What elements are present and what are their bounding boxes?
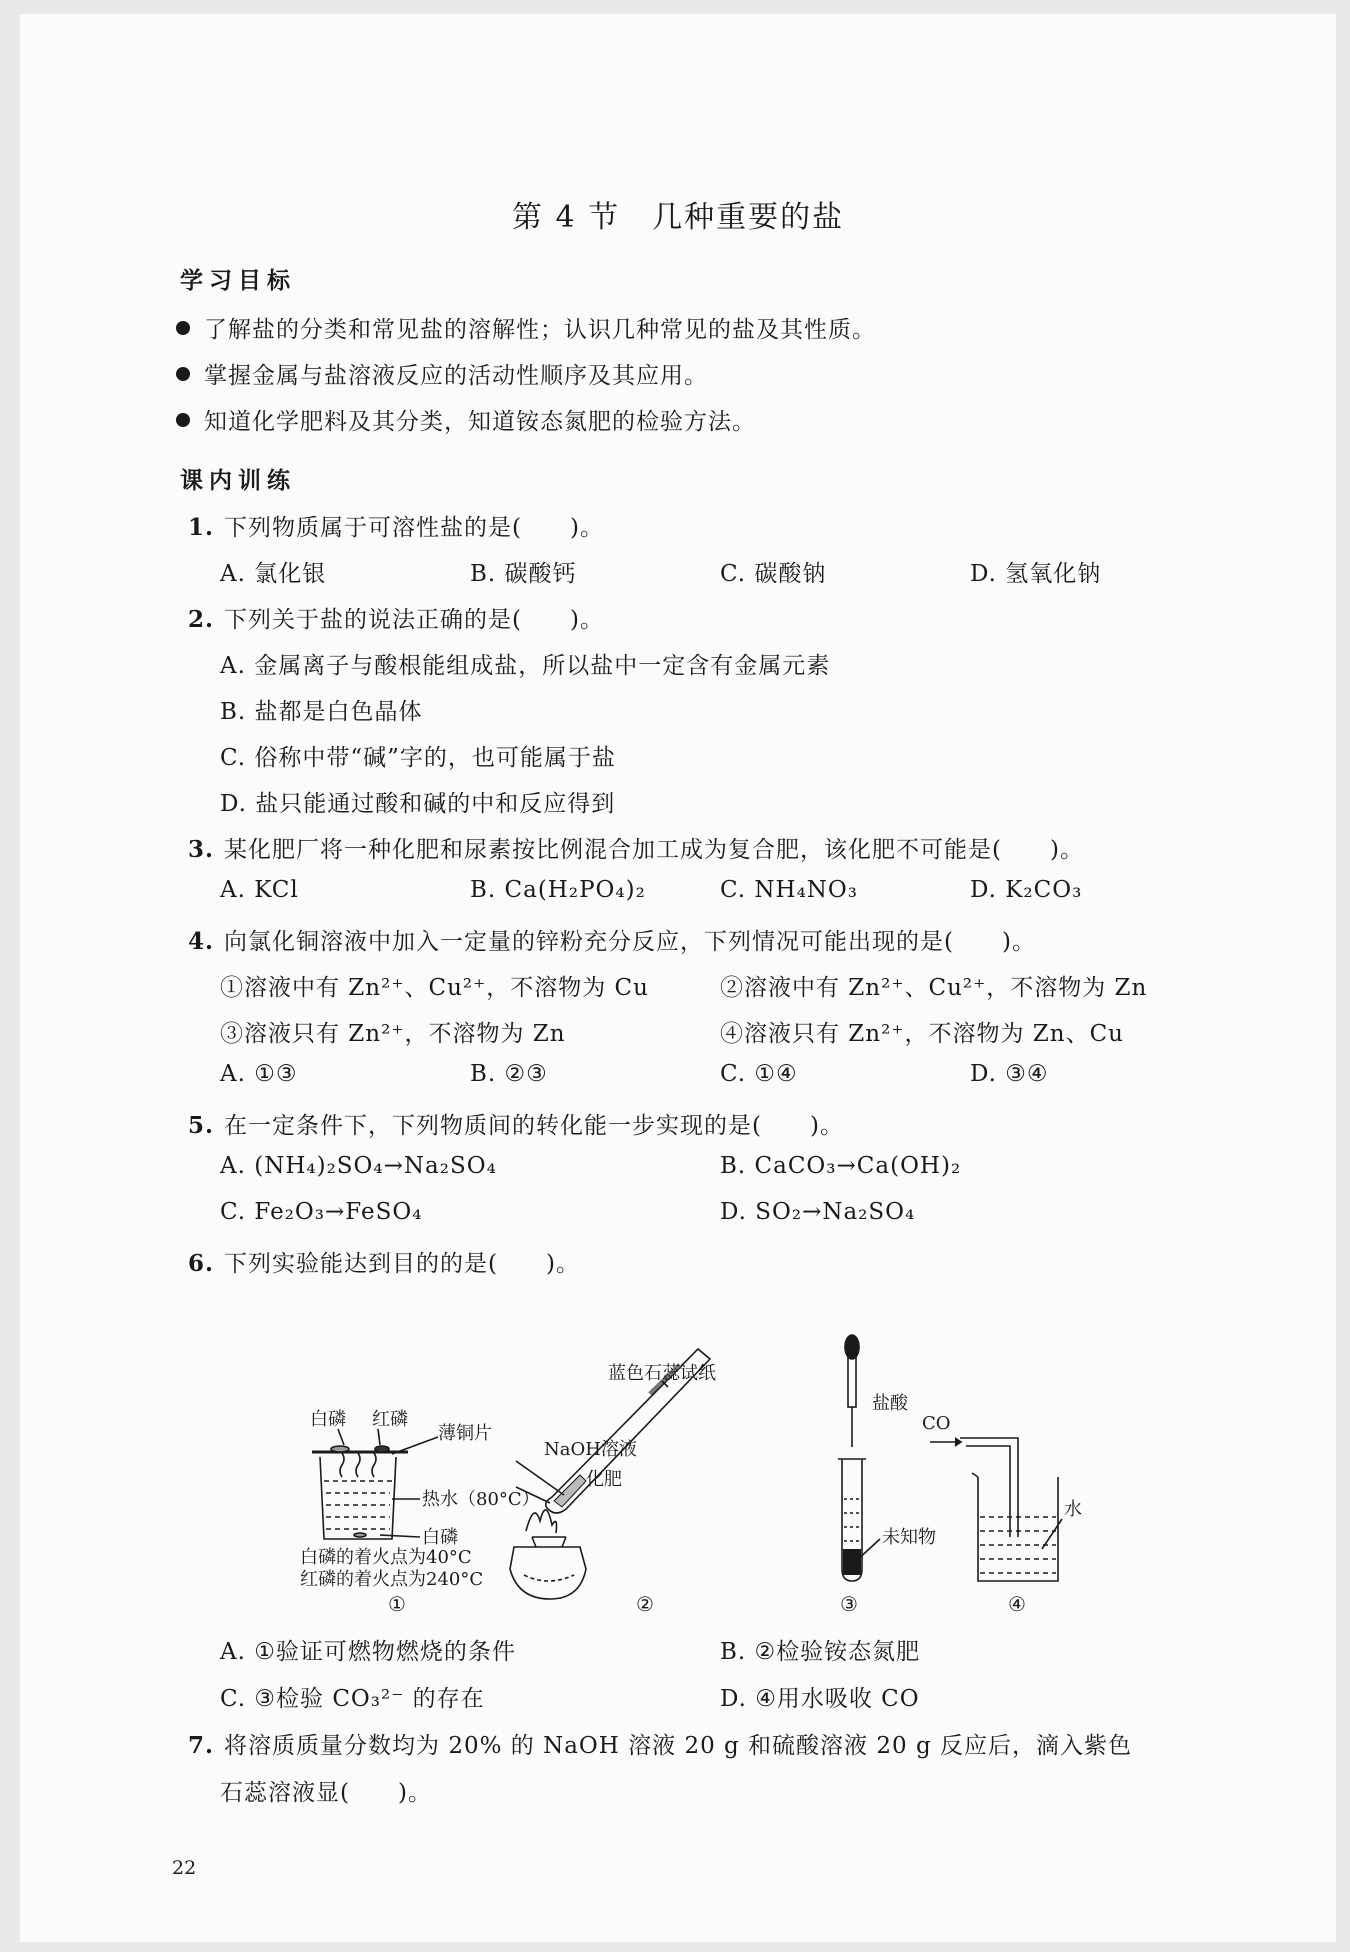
option-a: A. KCl	[220, 877, 299, 903]
option-a: A. (NH₄)₂SO₄→Na₂SO₄	[220, 1153, 497, 1179]
option-b: B. ②检验铵态氮肥	[720, 1639, 921, 1665]
objective-item: 掌握金属与盐溶液反应的活动性顺序及其应用。	[176, 357, 708, 390]
bullet-icon	[176, 413, 190, 427]
section-title: 第 4 节 几种重要的盐	[511, 200, 845, 235]
question-7: 7. 将溶质质量分数均为 20% 的 NaOH 溶液 20 g 和硫酸溶液 20 g 反应后，滴入紫色	[188, 1732, 1132, 1759]
label-hcl: 盐酸	[872, 1393, 908, 1414]
option-c: C. 俗称中带“碱”字的，也可能属于盐	[220, 745, 616, 771]
option-c: C. Fe₂O₃→FeSO₄	[220, 1199, 423, 1225]
option-b: B. Ca(H₂PO₄)₂	[470, 877, 646, 903]
label-unknown: 未知物	[882, 1527, 936, 1548]
label-litmus: 蓝色石蕊试纸	[608, 1363, 716, 1384]
option-a: A. ①③	[220, 1061, 298, 1087]
label-white-p-bottom: 白磷	[422, 1527, 458, 1548]
option-c: C. 碳酸钠	[720, 561, 827, 587]
label-cu-sheet: 薄铜片	[438, 1423, 492, 1444]
option-c: C. ③检验 CO₃²⁻ 的存在	[220, 1686, 485, 1712]
option-a: A. ①验证可燃物燃烧的条件	[220, 1639, 516, 1665]
label-red-p: 红磷	[372, 1409, 408, 1430]
question-5: 5. 在一定条件下，下列物质间的转化能一步实现的是( )。	[188, 1112, 844, 1139]
figure-number-3: ③	[840, 1592, 858, 1616]
objective-item: 了解盐的分类和常见盐的溶解性；认识几种常见的盐及其性质。	[176, 311, 876, 344]
option-b: B. ②③	[470, 1061, 548, 1087]
option-a: A. 氯化银	[220, 561, 327, 587]
label-white-p: 白磷	[310, 1409, 346, 1430]
label-water: 水	[1064, 1499, 1082, 1520]
option-b: B. 盐都是白色晶体	[220, 699, 423, 725]
objectives-heading: 学习目标	[180, 267, 296, 294]
page-number: 22	[172, 1857, 197, 1879]
option-d: D. 氢氧化钠	[970, 561, 1102, 587]
option-d: D. ④用水吸收 CO	[720, 1686, 920, 1712]
bullet-icon	[176, 321, 190, 335]
statement-1: ①溶液中有 Zn²⁺、Cu²⁺，不溶物为 Cu	[220, 975, 649, 1001]
question-1: 1. 下列物质属于可溶性盐的是( )。	[188, 514, 604, 541]
figure-number-2: ②	[636, 1592, 654, 1616]
apparatus-3	[838, 1335, 880, 1581]
option-c: C. ①④	[720, 1061, 798, 1087]
statement-2: ②溶液中有 Zn²⁺、Cu²⁺，不溶物为 Zn	[720, 975, 1148, 1001]
question-6: 6. 下列实验能达到目的的是( )。	[188, 1250, 580, 1277]
option-b: B. 碳酸钙	[470, 561, 577, 587]
textbook-page	[20, 14, 1336, 1942]
option-d: D. K₂CO₃	[970, 877, 1083, 903]
experiment-figure	[280, 1299, 1080, 1629]
question-2: 2. 下列关于盐的说法正确的是( )。	[188, 606, 604, 633]
label-naoh: NaOH溶液	[544, 1439, 637, 1460]
apparatus-4	[930, 1438, 1062, 1581]
statement-3: ③溶液只有 Zn²⁺，不溶物为 Zn	[220, 1021, 566, 1047]
option-d: D. ③④	[970, 1061, 1049, 1087]
label-co: CO	[922, 1413, 951, 1434]
option-a: A. 金属离子与酸根能组成盐，所以盐中一定含有金属元素	[220, 653, 831, 679]
question-3: 3. 某化肥厂将一种化肥和尿素按比例混合加工成为复合肥，该化肥不可能是( )。	[188, 836, 1084, 863]
option-b: B. CaCO₃→Ca(OH)₂	[720, 1153, 962, 1179]
question-4: 4. 向氯化铜溶液中加入一定量的锌粉充分反应，下列情况可能出现的是( )。	[188, 928, 1036, 955]
bullet-icon	[176, 367, 190, 381]
training-heading: 课内训练	[180, 467, 296, 494]
label-fert: 化肥	[586, 1469, 622, 1490]
note-white-p: 白磷的着火点为40°C	[300, 1547, 472, 1568]
figure-number-1: ①	[388, 1592, 406, 1616]
option-d: D. 盐只能通过酸和碱的中和反应得到	[220, 791, 616, 817]
label-hot-water: 热水（80°C）	[422, 1489, 540, 1510]
note-red-p: 红磷的着火点为240°C	[300, 1569, 484, 1590]
option-d: D. SO₂→Na₂SO₄	[720, 1199, 916, 1225]
question-7-continued: 石蕊溶液显( )。	[220, 1780, 432, 1806]
objective-item: 知道化学肥料及其分类，知道铵态氮肥的检验方法。	[176, 403, 756, 436]
option-c: C. NH₄NO₃	[720, 877, 859, 903]
figure-number-4: ④	[1008, 1592, 1026, 1616]
apparatus-1	[312, 1429, 438, 1539]
statement-4: ④溶液只有 Zn²⁺，不溶物为 Zn、Cu	[720, 1021, 1124, 1047]
